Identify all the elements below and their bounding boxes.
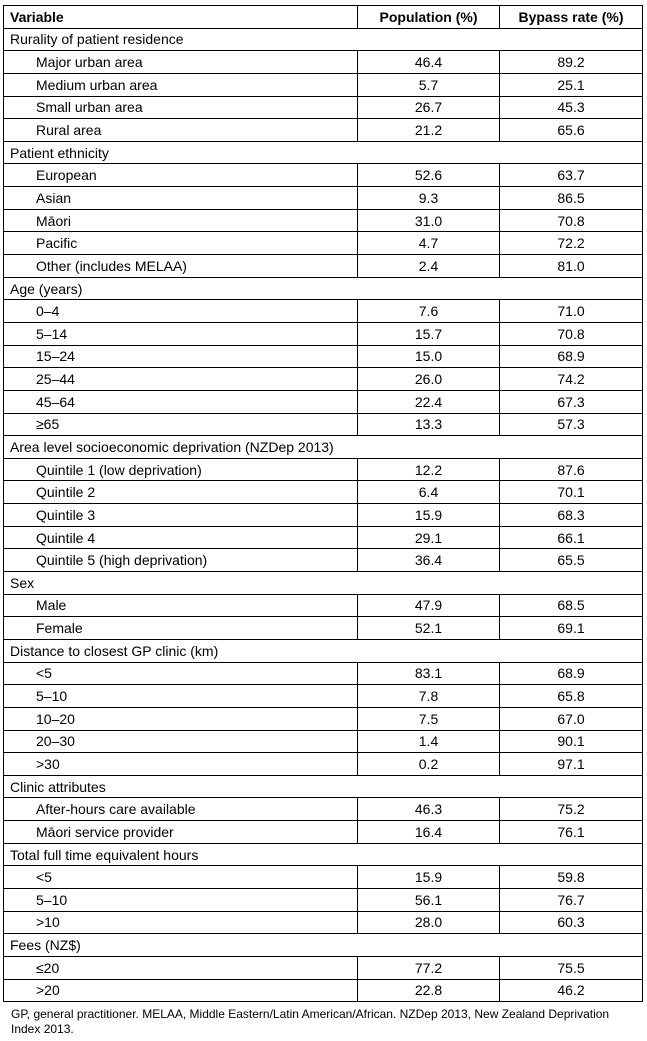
table-row <box>4 413 643 436</box>
table-row <box>4 549 643 572</box>
population-cell: 46.4 <box>358 51 500 74</box>
row-label: Female <box>4 617 358 640</box>
section-title: Sex <box>4 572 643 595</box>
row-label: Māori service provider <box>4 821 358 844</box>
population-cell: 6.4 <box>358 481 500 504</box>
row-label: >30 <box>4 753 358 776</box>
row-label: European <box>4 164 358 187</box>
table-row <box>4 119 643 142</box>
bypass-rate-cell: 87.6 <box>500 458 643 481</box>
population-cell: 47.9 <box>358 594 500 617</box>
table-row <box>4 368 643 391</box>
population-cell: 13.3 <box>358 413 500 436</box>
bypass-rate-cell: 70.8 <box>500 322 643 345</box>
row-label: Male <box>4 594 358 617</box>
bypass-rate-cell: 86.5 <box>500 187 643 210</box>
header-variable: Variable <box>4 6 358 29</box>
bypass-rate-cell: 60.3 <box>500 911 643 934</box>
population-cell: 22.4 <box>358 390 500 413</box>
bypass-rate-cell: 70.8 <box>500 209 643 232</box>
row-label: Quintile 4 <box>4 526 358 549</box>
table-row <box>4 345 643 368</box>
section-title: Patient ethnicity <box>4 141 643 164</box>
row-label: Quintile 3 <box>4 504 358 527</box>
table-row <box>4 458 643 481</box>
table-row <box>4 504 643 527</box>
table-row <box>4 594 643 617</box>
bypass-rate-cell: 74.2 <box>500 368 643 391</box>
row-label: 15–24 <box>4 345 358 368</box>
table-row <box>4 73 643 96</box>
bypass-rate-cell: 68.5 <box>500 594 643 617</box>
section-row <box>4 843 643 866</box>
section-row <box>4 934 643 957</box>
row-label: 25–44 <box>4 368 358 391</box>
bypass-rate-cell: 72.2 <box>500 232 643 255</box>
row-label: ≤20 <box>4 956 358 979</box>
population-cell: 52.1 <box>358 617 500 640</box>
table-row <box>4 662 643 685</box>
bypass-rate-cell: 75.5 <box>500 956 643 979</box>
row-label: ≥65 <box>4 413 358 436</box>
table-row <box>4 232 643 255</box>
bypass-rate-cell: 59.8 <box>500 866 643 889</box>
section-row <box>4 436 643 459</box>
population-cell: 0.2 <box>358 753 500 776</box>
population-cell: 15.0 <box>358 345 500 368</box>
footnote: GP, general practitioner. MELAA, Middle Eastern/Latin American/African. NZDep 2013, New Zealand Deprivation Index 2013. <box>11 1007 610 1036</box>
population-cell: 56.1 <box>358 888 500 911</box>
section-row <box>4 141 643 164</box>
table-row <box>4 526 643 549</box>
population-cell: 26.7 <box>358 96 500 119</box>
bypass-rate-cell: 71.0 <box>500 300 643 323</box>
table-row <box>4 51 643 74</box>
table-row <box>4 481 643 504</box>
bypass-rate-cell: 76.1 <box>500 821 643 844</box>
row-label: Quintile 2 <box>4 481 358 504</box>
table-row <box>4 866 643 889</box>
bypass-rate-cell: 76.7 <box>500 888 643 911</box>
population-cell: 2.4 <box>358 255 500 278</box>
bypass-rate-cell: 90.1 <box>500 730 643 753</box>
table-row <box>4 209 643 232</box>
population-cell: 15.9 <box>358 504 500 527</box>
bypass-rate-cell: 67.0 <box>500 707 643 730</box>
section-title: Fees (NZ$) <box>4 934 643 957</box>
population-cell: 31.0 <box>358 209 500 232</box>
section-row <box>4 639 643 662</box>
population-cell: 36.4 <box>358 549 500 572</box>
bypass-rate-cell: 45.3 <box>500 96 643 119</box>
bypass-rate-cell: 68.9 <box>500 345 643 368</box>
row-label: 45–64 <box>4 390 358 413</box>
row-label: Asian <box>4 187 358 210</box>
bypass-rate-cell: 68.9 <box>500 662 643 685</box>
population-cell: 28.0 <box>358 911 500 934</box>
section-row <box>4 775 643 798</box>
row-label: 20–30 <box>4 730 358 753</box>
table-row <box>4 617 643 640</box>
row-label: <5 <box>4 866 358 889</box>
row-label: 5–10 <box>4 888 358 911</box>
population-cell: 52.6 <box>358 164 500 187</box>
row-label: <5 <box>4 662 358 685</box>
table-row <box>4 707 643 730</box>
table-row <box>4 164 643 187</box>
row-label: >10 <box>4 911 358 934</box>
bypass-rate-cell: 81.0 <box>500 255 643 278</box>
header-bypass-rate: Bypass rate (%) <box>500 6 643 29</box>
row-label: Quintile 1 (low deprivation) <box>4 458 358 481</box>
row-label: Pacific <box>4 232 358 255</box>
header-row <box>4 6 643 29</box>
row-label: 5–14 <box>4 322 358 345</box>
section-row <box>4 572 643 595</box>
bypass-rate-cell: 63.7 <box>500 164 643 187</box>
population-cell: 7.8 <box>358 685 500 708</box>
table-row <box>4 300 643 323</box>
bypass-rate-cell: 57.3 <box>500 413 643 436</box>
bypass-rate-cell: 65.5 <box>500 549 643 572</box>
row-label: Rural area <box>4 119 358 142</box>
table-row <box>4 685 643 708</box>
bypass-rate-cell: 68.3 <box>500 504 643 527</box>
bypass-rate-cell: 66.1 <box>500 526 643 549</box>
table-row <box>4 888 643 911</box>
section-title: Total full time equivalent hours <box>4 843 643 866</box>
population-cell: 26.0 <box>358 368 500 391</box>
table-row <box>4 187 643 210</box>
population-cell: 15.9 <box>358 866 500 889</box>
table-body <box>4 28 643 1002</box>
bypass-rate-cell: 69.1 <box>500 617 643 640</box>
table-row <box>4 753 643 776</box>
population-cell: 22.8 <box>358 979 500 1002</box>
bypass-rate-cell: 70.1 <box>500 481 643 504</box>
section-title: Rurality of patient residence <box>4 28 643 51</box>
table-row <box>4 911 643 934</box>
section-title: Area level socioeconomic deprivation (NZDep 2013) <box>4 436 643 459</box>
row-label: Major urban area <box>4 51 358 74</box>
population-cell: 1.4 <box>358 730 500 753</box>
bypass-rate-cell: 46.2 <box>500 979 643 1002</box>
bypass-rate-cell: 25.1 <box>500 73 643 96</box>
population-cell: 16.4 <box>358 821 500 844</box>
population-cell: 83.1 <box>358 662 500 685</box>
table-row <box>4 956 643 979</box>
header-population: Population (%) <box>358 6 500 29</box>
population-cell: 5.7 <box>358 73 500 96</box>
data-table <box>3 5 643 1002</box>
table-row <box>4 979 643 1002</box>
table-row <box>4 96 643 119</box>
row-label: Small urban area <box>4 96 358 119</box>
section-title: Age (years) <box>4 277 643 300</box>
bypass-rate-cell: 65.6 <box>500 119 643 142</box>
bypass-rate-cell: 67.3 <box>500 390 643 413</box>
row-label: After-hours care available <box>4 798 358 821</box>
population-cell: 15.7 <box>358 322 500 345</box>
section-row <box>4 28 643 51</box>
bypass-rate-cell: 89.2 <box>500 51 643 74</box>
table-row <box>4 390 643 413</box>
table-row <box>4 255 643 278</box>
population-cell: 4.7 <box>358 232 500 255</box>
table-row <box>4 798 643 821</box>
row-label: 5–10 <box>4 685 358 708</box>
row-label: Medium urban area <box>4 73 358 96</box>
table-row <box>4 322 643 345</box>
population-cell: 7.5 <box>358 707 500 730</box>
row-label: 10–20 <box>4 707 358 730</box>
row-label: Other (includes MELAA) <box>4 255 358 278</box>
table-row <box>4 730 643 753</box>
section-title: Distance to closest GP clinic (km) <box>4 639 643 662</box>
population-cell: 77.2 <box>358 956 500 979</box>
population-cell: 29.1 <box>358 526 500 549</box>
row-label: Māori <box>4 209 358 232</box>
population-cell: 46.3 <box>358 798 500 821</box>
row-label: Quintile 5 (high deprivation) <box>4 549 358 572</box>
row-label: 0–4 <box>4 300 358 323</box>
population-cell: 12.2 <box>358 458 500 481</box>
bypass-rate-cell: 97.1 <box>500 753 643 776</box>
bypass-rate-cell: 65.8 <box>500 685 643 708</box>
table-row <box>4 821 643 844</box>
population-cell: 9.3 <box>358 187 500 210</box>
population-cell: 7.6 <box>358 300 500 323</box>
section-row <box>4 277 643 300</box>
population-cell: 21.2 <box>358 119 500 142</box>
section-title: Clinic attributes <box>4 775 643 798</box>
row-label: >20 <box>4 979 358 1002</box>
bypass-rate-cell: 75.2 <box>500 798 643 821</box>
